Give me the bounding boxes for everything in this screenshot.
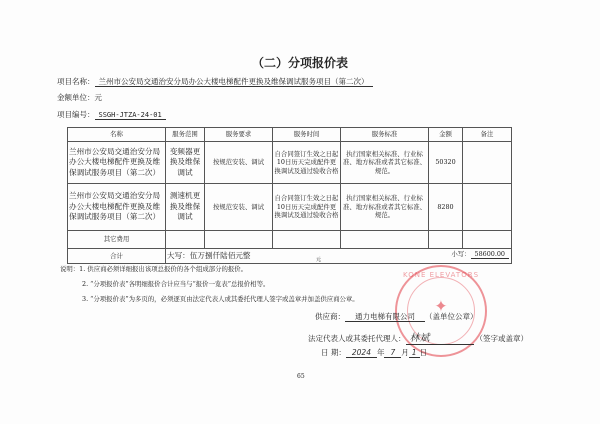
page-number: 65 bbox=[297, 373, 305, 380]
cell-note bbox=[463, 142, 512, 184]
unit-label: 金额单位：元 bbox=[57, 93, 102, 102]
header-cell: 服务标准 bbox=[341, 128, 429, 142]
cell-note bbox=[463, 184, 512, 231]
date-day: 1 bbox=[409, 348, 420, 358]
cell-name: 兰州市公安局交通治安分局办公大楼电梯配件更换及维保调试服务项目（第二次） bbox=[68, 142, 166, 184]
project-name-label: 项目名称： bbox=[57, 77, 95, 86]
date-month: 7 bbox=[384, 348, 401, 358]
yuan-mark: 元 bbox=[316, 257, 322, 263]
project-name: 兰州市公安局交通治安分局办公大楼电梯配件更换及维保调试服务项目（第二次） bbox=[95, 77, 373, 87]
table-row bbox=[68, 142, 512, 184]
cell-name: 兰州市公安局交通治安分局办公大楼电梯配件更换及维保调试服务项目（第二次） bbox=[68, 184, 166, 231]
date-year: 2024 bbox=[346, 348, 377, 358]
cell-scope: 测速机更换及维保调试 bbox=[166, 184, 205, 231]
cell-scope: 变频器更换及维保调试 bbox=[166, 142, 205, 184]
supplier-name: 通力电梯有限公司 bbox=[345, 312, 425, 322]
page-title: （二）分项报价表 bbox=[251, 56, 348, 70]
total-small-label: 小写： bbox=[451, 250, 471, 258]
supplier-label: 供应商： bbox=[315, 312, 345, 321]
rep-signature: 林斌 bbox=[406, 329, 474, 345]
note-2: 2. “分项报价表”各明细报价合计应当与“报价一览表”总报价相等。 bbox=[82, 280, 270, 288]
note-3: 3. “分项报价表”为多页的，必须逐页由法定代表人或其委托代理人签字或盖章并加盖供应商公章。 bbox=[82, 295, 359, 303]
cell-standard: 执行国家相关标准、行业标准、地方标准或者其它标准、规范。 bbox=[341, 184, 429, 231]
date-label: 日 期： bbox=[321, 348, 346, 357]
project-no: SSGH-JTZA-24-01 bbox=[95, 111, 166, 120]
project-name-line bbox=[57, 76, 373, 87]
header-cell: 服务范围 bbox=[166, 128, 205, 142]
supplier-note: （盖单位公章） bbox=[425, 312, 478, 321]
header-cell: 服务时间 bbox=[273, 128, 341, 142]
supplier-line bbox=[315, 311, 478, 322]
table-header-row bbox=[68, 128, 512, 142]
total-row bbox=[68, 249, 512, 264]
cell-time: 自合同签订生效之日起10日历天完成配件更换调试及通过验收合格 bbox=[273, 184, 341, 231]
cell-standard: 执行国家相关标准、行业标准、地方标准或者其它标准、规范。 bbox=[341, 142, 429, 184]
other-fees-row bbox=[68, 231, 512, 249]
month-label: 月 bbox=[401, 348, 409, 357]
header-cell: 金额 bbox=[429, 128, 463, 142]
date-line bbox=[321, 347, 427, 358]
rep-line bbox=[308, 329, 528, 345]
cell-requirement: 按规范安装、调试 bbox=[205, 184, 273, 231]
project-no-line bbox=[57, 109, 166, 120]
company-seal: KONE ELEVATORS ✦ bbox=[395, 265, 487, 357]
day-label: 日 bbox=[419, 348, 428, 357]
total-small: 58600.00 bbox=[471, 250, 510, 259]
cell-amount: 50320 bbox=[429, 142, 463, 184]
rep-note: （签字或盖章） bbox=[475, 334, 528, 343]
header-cell: 服务要求 bbox=[205, 128, 273, 142]
project-no-label: 项目编号： bbox=[57, 110, 95, 119]
header-cell: 名称 bbox=[68, 128, 166, 142]
other-fees-label: 其它费用 bbox=[68, 231, 166, 249]
total-label: 合计 bbox=[68, 249, 166, 264]
cell-time: 自合同签订生效之日起10日历天完成配件更换调试及通过验收合格 bbox=[273, 142, 341, 184]
total-words: 大写：伍万捌仟陆佰元整 bbox=[167, 250, 251, 260]
note-1: 说明：1. 供应商必须详细报出该项总报价的各个组成部分的报价。 bbox=[60, 265, 248, 273]
header-cell: 备注 bbox=[463, 128, 512, 142]
rep-label: 法定代表人或其委托代理人： bbox=[308, 334, 406, 343]
cell-amount: 8280 bbox=[429, 184, 463, 231]
table-row bbox=[68, 184, 512, 231]
year-label: 年 bbox=[376, 348, 385, 357]
cell-requirement: 按规范安装、调试 bbox=[205, 142, 273, 184]
quote-table bbox=[67, 127, 512, 264]
